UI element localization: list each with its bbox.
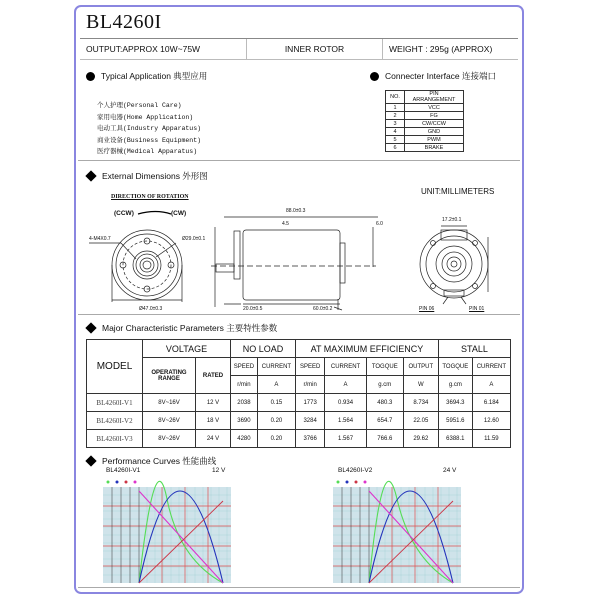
table-row: BL4260I-V2 8V~26V 18 V 3690 0.20 3284 1.564 654.7 22.05 5951.6 12.60	[87, 412, 511, 430]
unit-label: UNIT:MILLIMETERS	[421, 187, 495, 196]
outer-dia-label: Ø47.0±0.3	[139, 306, 163, 312]
pin-06-label: PIN 06	[419, 306, 435, 312]
holes-label: 4-M4X0.7	[89, 236, 111, 242]
body-length-label: 60.0±0.2	[313, 306, 333, 312]
table-row: 1 VCC	[386, 104, 464, 112]
connector-heading: Connecter Interface 连接端口	[370, 70, 496, 82]
total-length-label: 88.0±0.3	[286, 208, 306, 214]
dimensions-heading: External Dimensions 外形图	[86, 170, 208, 182]
rear-width-label: 17.2±0.1	[442, 217, 462, 223]
rotor-spec: INNER ROTOR	[247, 39, 383, 59]
datasheet	[74, 5, 524, 594]
cw-label: (CW)	[171, 210, 187, 217]
typical-application-heading: Typical Application 典型应用	[86, 70, 207, 82]
section-divider	[78, 587, 520, 588]
output-spec: OUTPUT:APPROX 10W~75W	[80, 39, 247, 59]
pin-table: NO. PIN ARRANGEMENT 1 VCC 2 FG 3 CW/CCW 4 GND 5 PWM 6 BRAKE	[385, 90, 464, 152]
bolt-circle-label: Ø29.0±0.1	[182, 236, 206, 242]
table-row: 5 PWM	[386, 136, 464, 144]
parameters-heading: Major Characteristic Parameters 主要特性参数	[86, 322, 277, 334]
diamond-bullet-icon	[85, 322, 96, 333]
rotation-title: DIRECTION OF ROTATION	[111, 194, 189, 200]
table-row: 6 BRAKE	[386, 144, 464, 152]
table-row: BL4260I-V1 8V~16V 12 V 2038 0.15 1773 0.934 480.3 8.734 3694.3 6.184	[87, 394, 511, 412]
chart1-model: BL4260I-V1	[106, 467, 141, 474]
table-row: 2 FG	[386, 112, 464, 120]
performance-chart-v2	[333, 479, 465, 589]
chart2-model: BL4260I-V2	[338, 467, 373, 474]
table-row: 4 GND	[386, 128, 464, 136]
pin-01-label: PIN 01	[469, 306, 485, 312]
list-item: 家用电器(Home Application)	[97, 113, 194, 121]
chart1-voltage: 12 V	[212, 467, 226, 474]
diamond-bullet-icon	[85, 455, 96, 466]
curves-heading: Performance Curves 性能曲线	[86, 455, 216, 467]
ccw-label: (CCW)	[114, 210, 134, 217]
list-item: 医疗器械(Medical Apparatus)	[97, 148, 198, 155]
parameters-table: MODEL VOLTAGE NO LOAD AT MAXIMUM EFFICIENCY STALL OPERATING RANGE RATED SPEED CURRENT SPEED CURRENT TOGQUE OUTPUT TOGQUE CURRENT r/min A r/min A g.cm W g.cm A BL4260I-V1 8V~16V 12 V 2038 0.15 1773 0.934 480.3 8.734 3694.3 6.184 BL4260I-V2 8V~26V 18 V 3690 0.20 3284 1.564 654.7 22.05 5951.6 12.60 BL4260I-V3 8V~26V 24 V 4280 0.20 3766 1.567 766.6 29.62 6388.1 11.59	[86, 339, 511, 448]
weight-spec: WEIGHT : 295g (APPROX)	[389, 44, 493, 54]
rear-label: 6.0	[376, 221, 383, 227]
dimension-drawings	[76, 7, 522, 327]
shaft-length-label: 20.0±0.5	[243, 306, 263, 312]
list-item: 商业设备(Business Equipment)	[97, 136, 202, 144]
section-divider	[78, 314, 520, 315]
chart2-voltage: 24 V	[443, 467, 457, 474]
list-item: 电动工具(Industry Apparatus)	[97, 125, 202, 132]
table-row: BL4260I-V3 8V~26V 24 V 4280 0.20 3766 1.567 766.6 29.62 6388.1 11.59	[87, 430, 511, 448]
page-title: BL4260I	[86, 11, 162, 33]
performance-chart-v1	[103, 479, 235, 589]
list-item: 个人护理(Personal Care)	[97, 102, 182, 109]
flange-label: 4.5	[282, 221, 289, 227]
table-row: 3 CW/CCW	[386, 120, 464, 128]
